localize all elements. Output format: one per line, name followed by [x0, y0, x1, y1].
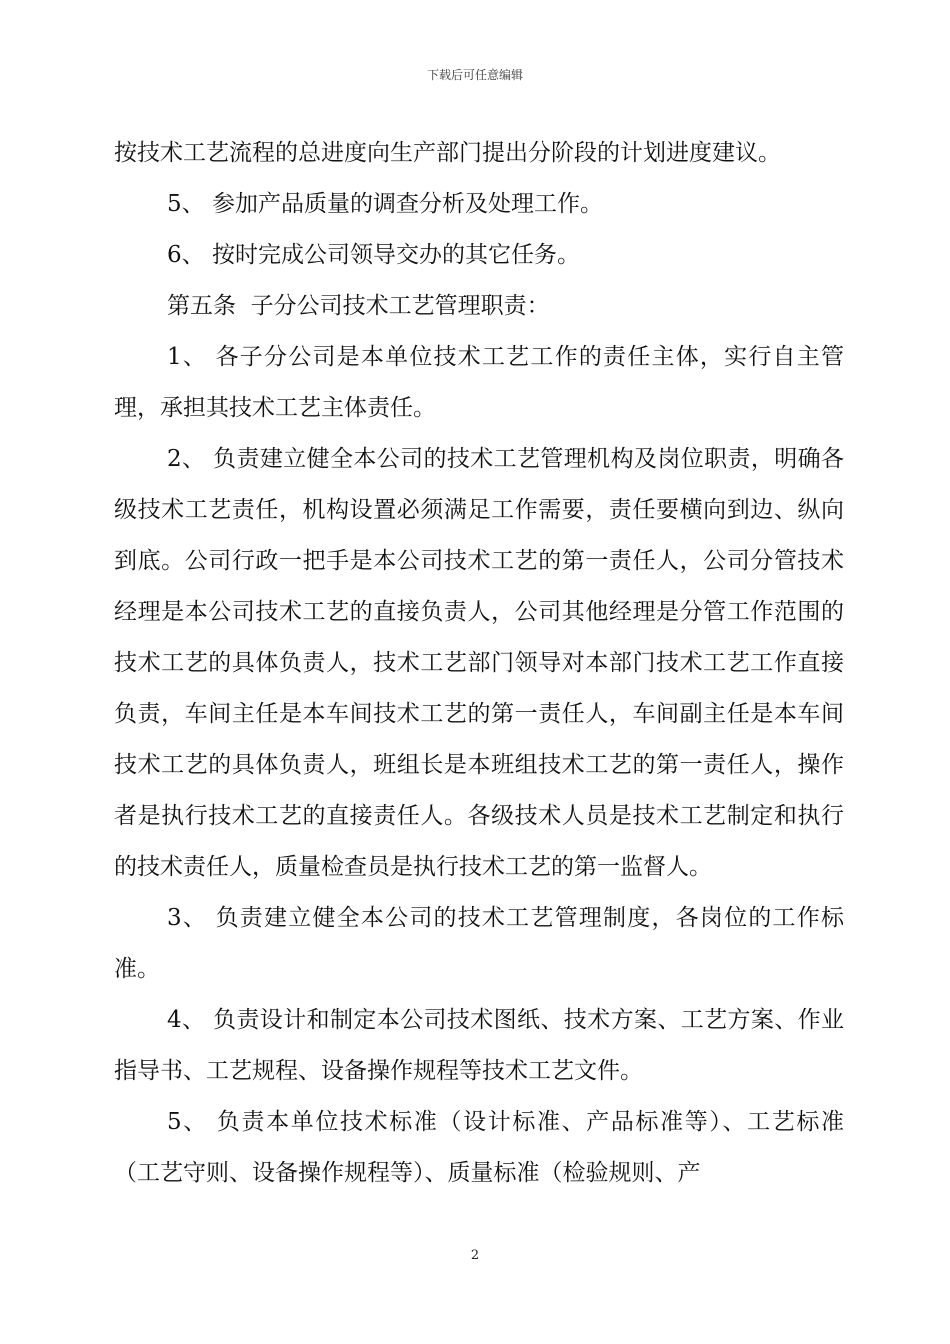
- page-number: 2: [470, 1248, 480, 1263]
- paragraph-item-5a: 5、 参加产品质量的调查分析及处理工作。: [167, 191, 603, 217]
- paragraph-continuation: 按技术工艺流程的总进度向生产部门提出分阶段的计划进度建议。: [114, 140, 781, 166]
- page-header: 下载后可任意编辑: [426, 68, 523, 82]
- paragraph-item-4: 4、 负责设计和制定本公司技术图纸、技术方案、工艺方案、作业指导书、工艺规程、设备操作规程等技术工艺文件。: [114, 1007, 844, 1084]
- paragraph-item-1: 1、 各子分公司是本单位技术工艺工作的责任主体，实行自主管理，承担其技术工艺主体责任。: [114, 344, 844, 421]
- paragraph-item-2: 2、 负责建立健全本公司的技术工艺管理机构及岗位职责，明确各级技术工艺责任，机构设置必须满足工作需要，责任要横向到边、纵向到底。公司行政一把手是本公司技术工艺的第一责任人，公司分管技术经理是本公司技术工艺的直接负责人，公司其他经理是分管工作范围的技术工艺的具体负责人，技术工艺部门领导对本部门技术工艺工作直接负责，车间主任是本车间技术工艺的第一责任人，车间副主任是本车间技术工艺的具体负责人，班组长是本班组技术工艺的第一责任人，操作者是执行技术工艺的直接责任人。各级技术人员是技术工艺制定和执行的技术责任人，质量检查员是执行技术工艺的第一监督人。: [114, 446, 844, 880]
- paragraph-item-3: 3、 负责建立健全本公司的技术工艺管理制度，各岗位的工作标准。: [114, 905, 844, 982]
- section-heading-article-5: 第五条 子分公司技术工艺管理职责：: [167, 293, 550, 319]
- paragraph-item-6: 6、 按时完成公司领导交办的其它任务。: [167, 242, 580, 268]
- document-body: [114, 128, 844, 1199]
- paragraph-item-5b: 5、 负责本单位技术标准（设计标准、产品标准等）、工艺标准（工艺守则、设备操作规程等）、质量标准（检验规则、产: [114, 1109, 844, 1186]
